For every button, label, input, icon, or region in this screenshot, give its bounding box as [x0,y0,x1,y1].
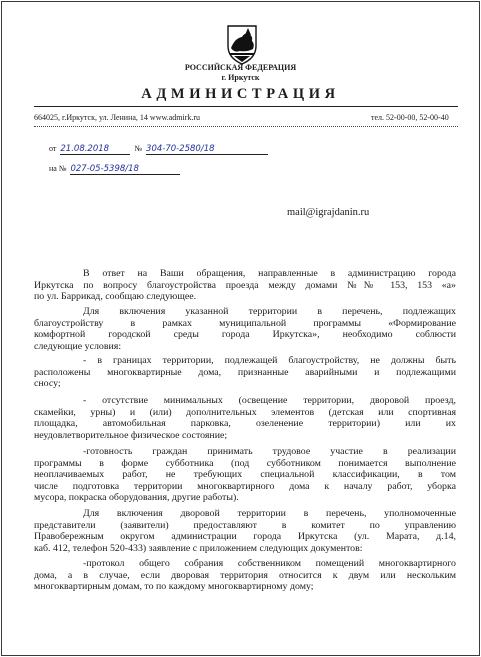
text-line: по ул. Баррикад, сообщаю следующее. [34,291,197,302]
text-line: площадка, автомобильная парковка, озеленение территории) или их [34,418,456,429]
ref-value: 027-05-5398/18 [70,164,139,174]
recipient-email: mail@igrajdanin.ru [287,207,370,218]
text-line: Для включения указанной территории в перечень, подлежащих [83,306,456,317]
paragraph-condition-1 [34,355,456,390]
text-line: программы в форме субботника (под субботником понимается выполнение [34,457,456,469]
org-title: АДМИНИСТРАЦИЯ [141,86,340,102]
text-line: числе подготовка территории многоквартирного дома к началу работ, уборка [34,480,456,492]
address-divider [34,126,458,127]
text-line: неоплачиваемых работ, не требующих специальной классификации, в том [34,469,456,480]
text-line: -готовность граждан принимать трудовое участие в реализации [83,446,456,457]
text-line: благоустройству в рамках муниципальной программы «Формирование [34,317,456,329]
text-line: дома, а в случае, если дворовая территория относится к двум или нескольким [34,569,456,581]
text-line: - в границах территории, подлежащей благоустройству, не должны быть [83,355,456,366]
text-line: -протокол общего собрания собственником помещений многоквартирного [83,558,456,569]
ref-label: на № [49,164,67,173]
text-line: многоквартирным домам, то по каждому многоквартирному дому; [34,581,314,592]
header-divider [34,106,458,107]
text-line: расположены многоквартирные дома, признанные аварийными и подлежащими [34,366,456,378]
paragraph-conditions [34,306,456,352]
paragraph-application [34,508,456,554]
number-label: № [134,144,143,153]
country-name: РОССИЙСКАЯ ФЕДЕРАЦИЯ [184,63,297,72]
text-line: представители (заявители) предоставляют в комитет по управлению [34,519,456,531]
date-value: 21.08.2018 [60,144,110,154]
postal-address: 664025, г.Иркутск, ул. Ленина, 14 www.admirk.ru [34,113,201,122]
text-line: Для включения дворовой территории в перечень, уполномоченные [83,508,456,519]
coat-of-arms-icon [222,22,262,66]
text-line: В ответ на Ваши обращения, направленные в администрацию города [83,268,456,279]
text-line: комфортной городской среды города Иркутска», необходимо соблюсти [34,329,456,340]
phone-numbers: тел. 52-00-00, 52-00-40 [371,113,449,122]
text-line: - отсутствие минимальных (освещение территории, дворовой проезд, [83,395,456,406]
registration-line [49,138,268,156]
text-line: следующие условия: [34,340,122,352]
paragraph-condition-2 [34,395,456,441]
text-line: неудовлетворительное физическое состояние; [34,429,228,441]
paragraph-documents [34,558,456,593]
number-value: 304-70-2580/18 [146,144,215,154]
text-line: сносу; [34,378,61,389]
paragraph-condition-3 [34,446,456,504]
text-line: Правобережным округом администрации города Иркутска (ул. Марата, д.14, [34,531,456,542]
date-label: от [49,144,57,153]
text-line: каб. 412, телефон 520-433) заявление с приложением следующих документов: [34,542,363,554]
paragraph-intro [34,268,456,303]
city-name: г. Иркутск [221,73,260,82]
text-line: скамейки, урны) и (или) дополнительных элементов (детская или спортивная [34,406,456,418]
reference-line [49,158,180,176]
text-line: мусора, покраска оборудования, другие работы). [34,492,239,503]
text-line: Иркутска по вопросу благоустройства проезда между домами №№ 153, 153 «а» [34,279,456,291]
